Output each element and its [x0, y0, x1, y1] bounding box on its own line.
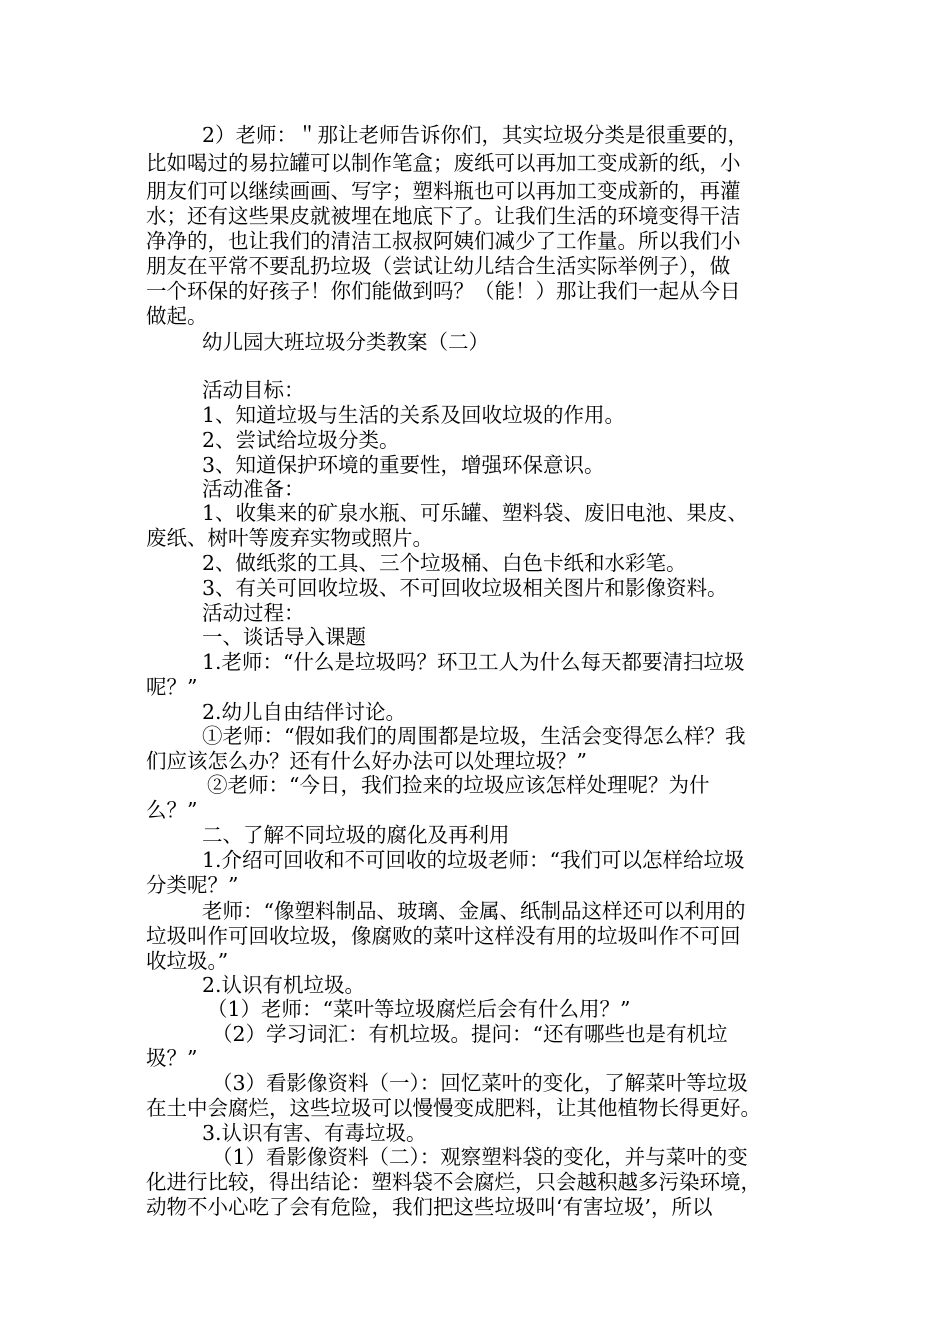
paragraph-line: 呢？” [146, 675, 198, 699]
list-item: 2、做纸浆的工具、三个垃圾桶、白色卡纸和水彩笔。 [202, 551, 687, 575]
paragraph-line: 老师：“像塑料制品、玻璃、金属、纸制品这样还可以利用的 [202, 899, 746, 923]
paragraph-line: 净净的，也让我们的清洁工叔叔阿姨们减少了工作量。所以我们小 [146, 229, 741, 253]
list-item: 1、知道垃圾与生活的关系及回收垃圾的作用。 [202, 403, 626, 427]
list-item: 1.介绍可回收和不可回收的垃圾老师：“我们可以怎样给垃圾 [202, 848, 745, 872]
list-item: 2、尝试给垃圾分类。 [202, 428, 400, 452]
paragraph-line: 圾？” [146, 1046, 198, 1070]
list-item: （1）老师：“菜叶等垃圾腐烂后会有什么用？” [207, 997, 631, 1021]
paragraph-line: 朋友们可以继续画画、写字；塑料瓶也可以再加工变成新的，再灌 [146, 179, 741, 203]
paragraph-line: 垃圾叫作可回收垃圾，像腐败的菜叶这样没有用的垃圾叫作不可回 [146, 924, 741, 948]
paragraph-line: 收垃圾。” [146, 949, 229, 973]
list-item: 2.认识有机垃圾。 [202, 973, 366, 997]
paragraph-line: 们应该怎么办？还有什么好办法可以处理垃圾？” [146, 749, 587, 773]
paragraph-line: 动物不小心吃了会有危险，我们把这些垃圾叫‘有害垃圾’，所以 [146, 1195, 713, 1219]
list-item: 3、有关可回收垃圾、不可回收垃圾相关图片和影像资料。 [202, 576, 728, 600]
paragraph-line: 废纸、树叶等废弃实物或照片。 [146, 526, 433, 550]
paragraph-line: 做起。 [146, 304, 208, 328]
heading-activity-preparation: 活动准备： [202, 477, 305, 501]
paragraph-line: 么？” [146, 798, 198, 822]
list-item: ②老师：“今日，我们捡来的垃圾应该怎样处理呢？为什 [207, 773, 710, 797]
paragraph-line: 化进行比较，得出结论：塑料袋不会腐烂，只会越积越多污染环境， [146, 1170, 761, 1194]
list-item: ①老师：“假如我们的周围都是垃圾，生活会变得怎么样？我 [202, 724, 746, 748]
paragraph-line: 比如喝过的易拉罐可以制作笔盒；废纸可以再加工变成新的纸，小 [146, 151, 741, 175]
list-item: 3、知道保护环境的重要性，增强环保意识。 [202, 453, 605, 477]
section-title: 幼儿园大班垃圾分类教案（二） [202, 330, 489, 354]
paragraph-line: 分类呢？” [146, 873, 239, 897]
subheading: 二、了解不同垃圾的腐化及再利用 [202, 823, 510, 847]
list-item: 1.老师：“什么是垃圾吗？环卫工人为什么每天都要清扫垃圾 [202, 650, 745, 674]
heading-activity-process: 活动过程： [202, 601, 305, 625]
subheading: 一、谈话导入课题 [202, 625, 366, 649]
list-item: （1）看影像资料（二）：观察塑料袋的变化，并与菜叶的变 [212, 1145, 748, 1169]
paragraph-line: 朋友在平常不要乱扔垃圾（尝试让幼儿结合生活实际举例子），做 [146, 254, 731, 278]
paragraph-line: 2）老师：＂那让老师告诉你们，其实垃圾分类是很重要的， [202, 123, 749, 147]
heading-activity-goals: 活动目标： [202, 378, 305, 402]
paragraph-line: 水；还有这些果皮就被埋在地底下了。让我们生活的环境变得干洁 [146, 204, 741, 228]
list-item: 2.幼儿自由结伴讨论。 [202, 700, 407, 724]
list-item: 1、收集来的矿泉水瓶、可乐罐、塑料袋、废旧电池、果皮、 [202, 501, 749, 525]
list-item: （3）看影像资料（一）：回忆菜叶的变化，了解菜叶等垃圾 [212, 1071, 748, 1095]
list-item: （2）学习词汇：有机垃圾。提问：“还有哪些也是有机垃 [212, 1022, 728, 1046]
paragraph-line: 一个环保的好孩子！你们能做到吗？（能！）那让我们一起从今日 [146, 279, 741, 303]
list-item: 3.认识有害、有毒垃圾。 [202, 1121, 427, 1145]
paragraph-line: 在土中会腐烂，这些垃圾可以慢慢变成肥料，让其他植物长得更好。 [146, 1096, 761, 1120]
